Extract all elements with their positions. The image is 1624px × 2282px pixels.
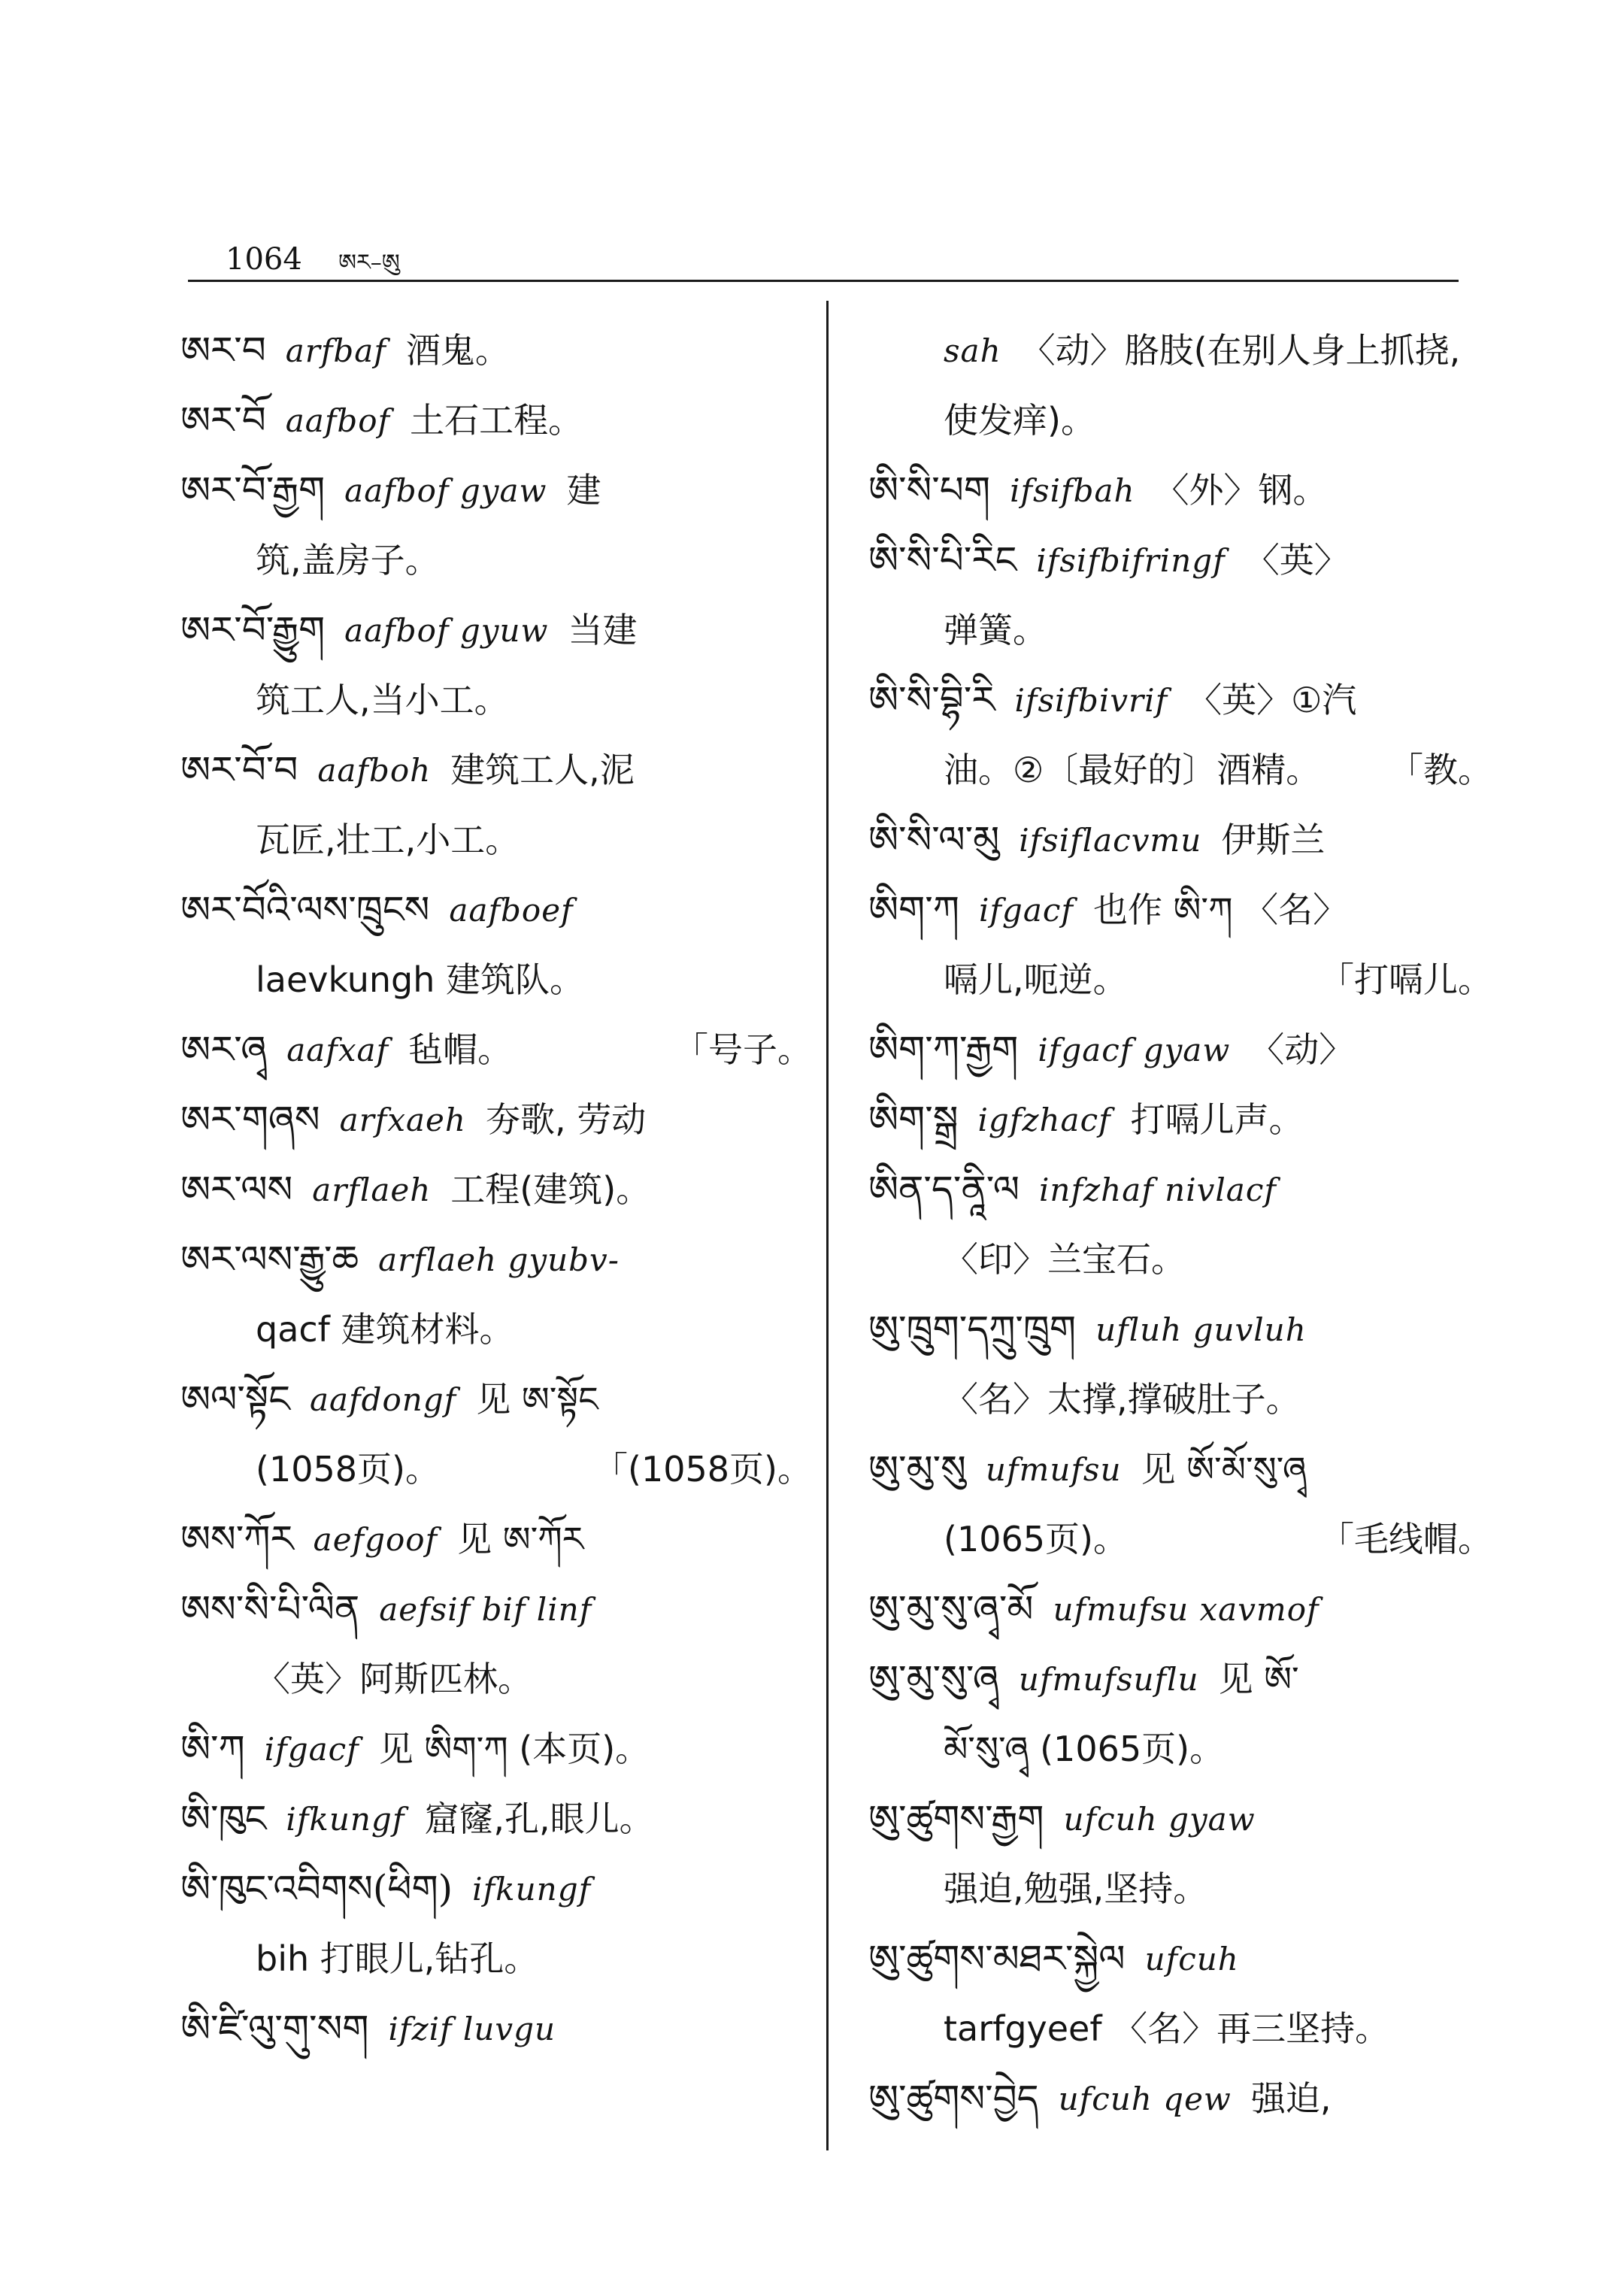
headword-romanization: ufcuh gyaw <box>1063 1801 1256 1838</box>
definition: 窟窿,孔,眼儿。 <box>424 1799 654 1839</box>
headword-romanization: infzhaf nivlacf <box>1039 1171 1277 1208</box>
definition-continued: tarfgyeef 〈名〉再三坚持。 <box>944 2008 1390 2049</box>
entry-headline <box>868 526 1492 596</box>
definition-continued: 〈名〉太撑,撑破肚子。 <box>944 1379 1301 1420</box>
definition-continued: མོ་སུ་ཞྭ (1065页)。 <box>944 1729 1225 1769</box>
headword-tibetan: ཨར་བོ་རྒྱག <box>180 468 326 512</box>
dictionary-entry <box>868 2064 1492 2134</box>
right-column <box>868 316 1492 2134</box>
entry-headline <box>180 1155 812 1225</box>
definition-continued: 瓦匠,壮工,小工。 <box>256 820 520 860</box>
dictionary-entry <box>180 1994 812 2064</box>
headword-tibetan: ཨིག་ཀ <box>868 888 959 932</box>
entry-continuation <box>868 596 1492 665</box>
dictionary-entry <box>180 1854 812 1994</box>
headword-romanization: ifsifbah <box>1010 472 1135 509</box>
dictionary-entry <box>868 1155 1492 1295</box>
entry-continuation <box>868 1225 1492 1295</box>
entry-headline <box>868 456 1492 526</box>
dictionary-entry <box>180 386 812 456</box>
definition: 〈英〉 <box>1244 540 1349 580</box>
entry-headline <box>180 1225 812 1295</box>
headword-romanization: ifsifbivrif <box>1014 682 1168 719</box>
headword-tibetan: ཨི་སི་པི་རིང <box>868 538 1017 582</box>
headword-tibetan: ཨར་ལས <box>180 1168 293 1211</box>
entry-headline <box>868 1574 1492 1644</box>
margin-note: 「打嗝儿。 <box>1320 959 1492 1000</box>
dictionary-entry <box>868 805 1492 875</box>
headword-tibetan: ཨི་ཛི་ལུ་གུ་སག <box>180 2007 369 2050</box>
headword-tibetan: ཨི་ཁུང་འབིགས(ཕིག) <box>180 1867 453 1911</box>
headword-romanization: ifsiflacvmu <box>1019 822 1202 859</box>
margin-note: 「号子。 <box>674 1029 812 1070</box>
headword-romanization: ufluh guvluh <box>1095 1311 1307 1348</box>
entry-continuation <box>868 945 1492 1015</box>
entry-continuation <box>868 1505 1492 1574</box>
definition-continued: 使发痒)。 <box>944 400 1095 441</box>
entry-headline <box>180 1015 812 1085</box>
entry-headline <box>180 1714 812 1784</box>
headword-tibetan: ཨར་གཞས <box>180 1098 320 1141</box>
entry-continuation <box>868 1365 1492 1435</box>
headword-romanization: arflaeh <box>312 1171 432 1208</box>
definition: 建筑工人,泥 <box>450 750 635 790</box>
dictionary-entry <box>868 1015 1492 1085</box>
definition-continued: qacf 建筑材料。 <box>256 1309 514 1350</box>
headword-tibetan: ཨར་བོ་རྒྱུག <box>180 608 326 652</box>
headword-tibetan: ཨིག་སྒྲ <box>868 1098 959 1141</box>
entry-headline <box>868 1644 1492 1714</box>
definition-continued: 〈英〉阿斯匹林。 <box>256 1659 532 1699</box>
dictionary-entry <box>180 596 812 735</box>
headword-romanization: ifsifbifringf <box>1036 542 1226 579</box>
margin-note: 「教。 <box>1389 750 1492 790</box>
entry-headline <box>868 1155 1492 1225</box>
dictionary-entry <box>868 1924 1492 2064</box>
headword-tibetan: ཨར་བོའི་ལས་ཁྲུངས <box>180 888 430 932</box>
headword-tibetan: ཨི་སི་པག <box>868 468 991 512</box>
headword-romanization: arflaeh gyubv- <box>378 1241 620 1278</box>
entry-headline <box>868 665 1492 735</box>
headword-tibetan: ཨུ་མུ་སུ་ཞྭ་མོ <box>868 1587 1034 1631</box>
dictionary-entry <box>180 1574 812 1714</box>
dictionary-entry <box>180 1225 812 1365</box>
entry-headline <box>868 875 1492 945</box>
headword-romanization: ufmufsu <box>985 1451 1122 1488</box>
entry-headline <box>868 1435 1492 1505</box>
dictionary-entry <box>180 1015 812 1085</box>
entry-headline <box>868 805 1492 875</box>
definition: 建 <box>566 470 601 511</box>
entry-headline <box>180 875 812 945</box>
header-rule <box>188 280 1459 282</box>
headword-romanization: aafboef <box>449 892 574 929</box>
entry-headline <box>868 1924 1492 1994</box>
entry-headline <box>180 316 812 386</box>
headword-romanization: aefsif bif linf <box>379 1591 592 1628</box>
entry-continuation <box>180 1644 812 1714</box>
entry-continuation <box>180 1295 812 1365</box>
headword-romanization: ifgacf <box>264 1731 359 1768</box>
headword-romanization: aafbof <box>285 402 391 439</box>
dictionary-entry <box>868 526 1492 665</box>
headword-tibetan: ཨུ་ཚུགས་མཐར་སྐྱེལ <box>868 1937 1126 1980</box>
entry-continuation <box>180 805 812 875</box>
definition: 见 ཨོ་ <box>1218 1659 1299 1699</box>
headword-romanization: ifgacf gyaw <box>1038 1032 1231 1068</box>
entry-continuation <box>868 1714 1492 1784</box>
headword-romanization: ifkungf <box>472 1871 592 1908</box>
definition: 强迫, <box>1250 2078 1332 2119</box>
dictionary-entry <box>180 1155 812 1225</box>
dictionary-entry <box>180 1085 812 1155</box>
definition-continued: 筑工人,当小工。 <box>256 680 509 720</box>
headword-romanization: ifgacf <box>978 892 1074 929</box>
definition: 伊斯兰 <box>1221 820 1326 860</box>
headword-tibetan: ཨར་ཞྭ <box>180 1028 268 1071</box>
definition-continued: (1058页)。 <box>256 1449 440 1490</box>
entry-continuation <box>868 735 1492 805</box>
headword-tibetan: ཨུ་མུ་སུ <box>868 1447 966 1491</box>
definition: 土石工程。 <box>410 400 583 441</box>
definition: 见 ཨོ་མོ་སུ་ཞྭ <box>1141 1449 1307 1490</box>
headword-romanization: arfxaeh <box>339 1102 466 1138</box>
entry-headline <box>868 316 1492 386</box>
definition-continued: laevkungh 建筑队。 <box>256 959 584 1000</box>
entry-headline <box>180 735 812 805</box>
definition: 也作 ཨི་ཀ 〈名〉 <box>1092 889 1348 930</box>
definition: 见 ཨ་སྟོང <box>476 1379 598 1420</box>
dictionary-entry <box>180 735 812 875</box>
entry-continuation <box>180 1435 812 1505</box>
dictionary-entry <box>868 1784 1492 1924</box>
entry-headline <box>180 1854 812 1924</box>
dictionary-entry <box>868 456 1492 526</box>
entry-headline <box>180 596 812 665</box>
headword-tibetan: ཨུ་ཚུགས་རྒྱག <box>868 1797 1044 1841</box>
dictionary-entry <box>868 1644 1492 1784</box>
headword-tibetan: ཨི་སི་བྷི་རི <box>868 678 995 722</box>
margin-note: 「(1058页)。 <box>593 1449 812 1490</box>
headword-tibetan: ཨི་ཁུང <box>180 1797 267 1841</box>
definition: 当建 <box>568 610 638 650</box>
definition: 毡帽。 <box>408 1029 513 1070</box>
definition-continued: bih 打眼儿,钻孔。 <box>256 1938 539 1979</box>
headword-romanization: aafboh <box>317 752 432 789</box>
dictionary-entry <box>180 1505 812 1574</box>
definition: 见 ཨ་ཀོར <box>457 1519 584 1559</box>
entry-continuation <box>180 945 812 1015</box>
dictionary-entry <box>180 456 812 596</box>
dictionary-entry <box>868 1085 1492 1155</box>
definition: 打嗝儿声。 <box>1130 1099 1304 1140</box>
headword-romanization: aafdongf <box>309 1381 457 1418</box>
dictionary-entry <box>180 316 812 386</box>
definition-continued: 强迫,勉强,坚持。 <box>944 1868 1208 1909</box>
entry-headline <box>868 1784 1492 1854</box>
headword-romanization: ufcuh qew <box>1058 2080 1232 2117</box>
entry-headline <box>180 456 812 526</box>
headword-tibetan: ཨུ་ཁྲུག་དཀྲུ་ཁྲུག <box>868 1308 1077 1351</box>
definition-continued: (1065页)。 <box>944 1519 1128 1559</box>
definition: 〈英〉①汽 <box>1187 680 1357 720</box>
entry-headline <box>180 1365 812 1435</box>
headword-romanization: sah <box>944 332 1001 369</box>
definition: 〈动〉胳肢(在别人身上抓挠, <box>1020 330 1461 371</box>
page-number: 1064 <box>226 242 302 277</box>
entry-headline <box>180 386 812 456</box>
definition-continued: 嗝儿,呃逆。 <box>944 959 1128 1000</box>
entry-headline <box>180 1574 812 1644</box>
headword-romanization: aafxaf <box>286 1032 389 1068</box>
headword-romanization: ufcuh <box>1144 1941 1239 1977</box>
dictionary-entry <box>180 1784 812 1854</box>
headword-tibetan: ཨས་སི་པི་ལིན <box>180 1587 360 1631</box>
entry-headline <box>180 1994 812 2064</box>
headword-romanization: aafbof gyuw <box>344 612 549 649</box>
entry-continuation <box>180 1924 812 1994</box>
entry-headline <box>868 1295 1492 1365</box>
definition: 〈动〉 <box>1250 1029 1354 1070</box>
headword-tibetan: ཨི་སི་ལ་མུ <box>868 818 1000 862</box>
headword-romanization: arfbaf <box>285 332 386 369</box>
headword-tibetan: ཨིན་ད་ནཱི་ལ <box>868 1168 1020 1211</box>
entry-headline <box>868 2064 1492 2134</box>
headword-romanization: ufmufsuflu <box>1018 1661 1199 1698</box>
dictionary-entry <box>868 1435 1492 1574</box>
entry-headline <box>868 1015 1492 1085</box>
headword-tibetan: ཨིག་ཀ་རྒྱག <box>868 1028 1019 1071</box>
headword-romanization: ufmufsu xavmof <box>1053 1591 1320 1628</box>
dictionary-entry <box>180 1365 812 1505</box>
headword-tibetan: ཨུ་ཚུགས་བྱེད <box>868 2077 1039 2120</box>
entry-continuation <box>868 1854 1492 1924</box>
definition: 〈外〉钢。 <box>1154 470 1328 511</box>
headword-romanization: ifkungf <box>286 1801 405 1838</box>
entry-headline <box>180 1085 812 1155</box>
headword-romanization: aafbof gyaw <box>344 472 547 509</box>
column-divider <box>826 301 829 2150</box>
definition-continued: 筑,盖房子。 <box>256 540 440 580</box>
definition: 酒鬼。 <box>405 330 510 371</box>
headword-tibetan: ཨར་ལས་རྒྱུ་ཆ <box>180 1238 359 1281</box>
headword-tibetan: ཨལ་སྟོང <box>180 1377 290 1421</box>
entry-headline <box>180 1784 812 1854</box>
dictionary-entry <box>868 665 1492 805</box>
headword-tibetan: ཨས་ཀོར <box>180 1517 294 1561</box>
dictionary-entry <box>868 875 1492 1015</box>
definition-continued: 〈印〉兰宝石。 <box>944 1239 1186 1280</box>
definition: 夯歌, 劳动 <box>485 1099 647 1140</box>
entry-continuation <box>180 526 812 596</box>
headword-romanization: igfzhacf <box>977 1102 1111 1138</box>
running-head: ཨར–ཨུ <box>338 250 400 276</box>
headword-tibetan: ཨར་བ <box>180 329 266 372</box>
entry-continuation <box>180 665 812 735</box>
headword-tibetan: ཨར་བོ་བ <box>180 748 298 792</box>
entry-continuation <box>868 386 1492 456</box>
headword-tibetan: ཨུ་མུ་སུ་ཞྭ <box>868 1657 999 1701</box>
entry-headline <box>868 1085 1492 1155</box>
definition: 见 ཨིག་ཀ (本页)。 <box>378 1729 650 1769</box>
headword-tibetan: ཨི་ཀ <box>180 1727 245 1771</box>
headword-romanization: aefgoof <box>313 1521 438 1558</box>
dictionary-entry <box>180 1714 812 1784</box>
dictionary-entry <box>868 1574 1492 1644</box>
dictionary-entry <box>868 316 1492 456</box>
dictionary-entry <box>180 875 812 1015</box>
definition-continued: 弹簧。 <box>944 610 1047 650</box>
left-column <box>180 316 812 2064</box>
dictionary-entry <box>868 1295 1492 1435</box>
headword-tibetan: ཨར་བོ <box>180 399 266 442</box>
definition-continued: 油。②〔最好的〕酒精。 <box>944 750 1321 790</box>
entry-headline <box>180 1505 812 1574</box>
definition: 工程(建筑)。 <box>450 1169 651 1210</box>
margin-note: 「毛线帽。 <box>1320 1519 1492 1559</box>
headword-romanization: ifzif luvgu <box>388 2011 556 2047</box>
entry-continuation <box>868 1994 1492 2064</box>
